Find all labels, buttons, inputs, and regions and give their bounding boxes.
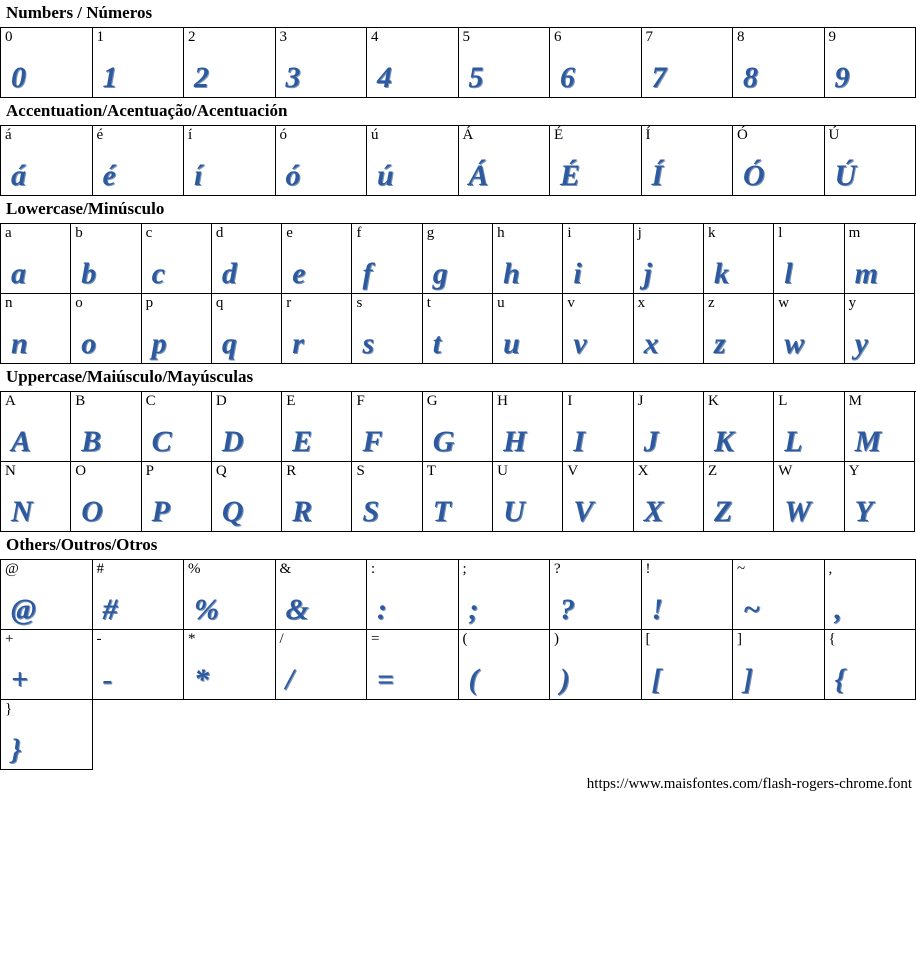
glyph-cell xyxy=(733,560,825,630)
glyph-sample: ] xyxy=(743,663,752,696)
glyph-label: a xyxy=(5,225,12,241)
glyph-label: S xyxy=(356,463,365,479)
glyph-sample: - xyxy=(102,663,112,696)
glyph-label: g xyxy=(426,225,435,241)
glyph-label: G xyxy=(426,393,438,409)
glyph-cell xyxy=(423,294,493,364)
glyph-cell xyxy=(1,560,93,630)
glyph-sample: a xyxy=(11,257,25,290)
glyph-label: ! xyxy=(645,561,651,577)
glyph-sample: f xyxy=(362,257,372,290)
glyph-cell xyxy=(563,224,633,294)
glyph-cell xyxy=(276,630,368,700)
glyph-label: / xyxy=(279,631,284,647)
glyph-sample: Á xyxy=(468,159,488,192)
glyph-label: F xyxy=(356,393,365,409)
glyph-cell xyxy=(634,462,704,532)
glyph-sample: i xyxy=(573,257,581,290)
glyph-label: 7 xyxy=(645,29,653,45)
glyph-cell xyxy=(1,700,93,770)
glyph-cell xyxy=(563,294,633,364)
glyph-sample: t xyxy=(432,327,441,360)
glyph-sample: b xyxy=(81,257,96,290)
glyph-label: y xyxy=(848,295,857,311)
glyph-sample: D xyxy=(221,425,243,458)
glyph-label: z xyxy=(707,295,715,311)
glyph-label: f xyxy=(356,225,362,241)
glyph-cell xyxy=(276,560,368,630)
glyph-cell xyxy=(142,294,212,364)
glyph-sample: S xyxy=(362,495,379,528)
glyph-sample: n xyxy=(11,327,27,360)
glyph-cell xyxy=(704,294,774,364)
glyph-sample: ; xyxy=(468,593,478,626)
glyph-sample: É xyxy=(560,159,580,192)
glyph-sample: Q xyxy=(221,495,243,528)
glyph-cell xyxy=(1,462,71,532)
glyph-sample: F xyxy=(362,425,382,458)
glyph-label: i xyxy=(567,225,572,241)
glyph-cell xyxy=(642,560,734,630)
glyph-sample: @ xyxy=(11,593,35,626)
glyph-cell xyxy=(1,126,93,196)
glyph-label: ~ xyxy=(737,561,746,577)
glyph-cell xyxy=(142,392,212,462)
glyph-cell xyxy=(634,224,704,294)
glyph-label: R xyxy=(286,463,297,479)
glyph-cell xyxy=(423,392,493,462)
glyph-label: @ xyxy=(5,561,19,577)
glyph-label: P xyxy=(145,463,154,479)
glyph-sample: j xyxy=(643,257,652,290)
glyph-sample: G xyxy=(432,425,454,458)
glyph-cell xyxy=(774,462,844,532)
glyph-label: x xyxy=(637,295,646,311)
glyph-cell xyxy=(352,392,422,462)
glyph-sample: U xyxy=(503,495,524,528)
glyph-label: h xyxy=(497,225,505,241)
glyph-cell xyxy=(71,392,141,462)
glyph-label: r xyxy=(286,295,292,311)
glyph-label: l xyxy=(778,225,783,241)
glyph-sample: m xyxy=(854,257,877,290)
glyph-sample: Z xyxy=(713,495,732,528)
glyph-cell xyxy=(93,28,185,98)
glyph-cell xyxy=(459,630,551,700)
glyph-label: t xyxy=(426,295,431,311)
glyph-label: 1 xyxy=(96,29,104,45)
glyph-sample: R xyxy=(292,495,312,528)
glyph-sample: 0 xyxy=(11,61,25,94)
glyph-sample: ( xyxy=(468,663,478,696)
glyph-cell xyxy=(367,630,459,700)
glyph-sample: é xyxy=(102,159,115,192)
glyph-sample: r xyxy=(292,327,303,360)
glyph-cell xyxy=(845,224,915,294)
glyph-sample: 1 xyxy=(102,61,117,94)
glyph-sample: # xyxy=(102,593,117,626)
glyph-label: o xyxy=(75,295,83,311)
glyph-label: O xyxy=(75,463,87,479)
glyph-sample: O xyxy=(81,495,102,528)
glyph-sample: / xyxy=(285,663,293,696)
glyph-cell xyxy=(774,392,844,462)
glyph-sample: ó xyxy=(285,159,300,192)
glyph-sample: í xyxy=(194,159,202,192)
glyph-label: Z xyxy=(707,463,718,479)
glyph-sample: c xyxy=(151,257,164,290)
glyph-label: % xyxy=(188,561,201,577)
glyph-sample: Í xyxy=(651,159,663,192)
glyph-sample: H xyxy=(503,425,526,458)
glyph-label: n xyxy=(5,295,13,311)
glyph-label: I xyxy=(567,393,573,409)
glyph-cell xyxy=(276,28,368,98)
glyph-label: M xyxy=(848,393,862,409)
glyph-label: Q xyxy=(215,463,227,479)
glyph-cell xyxy=(550,630,642,700)
glyph-cell xyxy=(1,392,71,462)
glyph-cell xyxy=(825,560,916,630)
glyph-cell xyxy=(352,224,422,294)
glyph-sample: P xyxy=(151,495,169,528)
glyph-label: e xyxy=(286,225,293,241)
glyph-label: 8 xyxy=(737,29,745,45)
glyph-label: # xyxy=(96,561,104,577)
glyph-sample: V xyxy=(573,495,593,528)
glyph-cell xyxy=(71,294,141,364)
glyph-label: B xyxy=(75,393,86,409)
glyph-sample: y xyxy=(854,327,867,360)
glyph-cell xyxy=(1,224,71,294)
glyph-cell xyxy=(276,126,368,196)
glyph-label: = xyxy=(371,631,380,647)
glyph-label: d xyxy=(215,225,224,241)
glyph-cell xyxy=(93,630,185,700)
glyph-label: E xyxy=(286,393,296,409)
glyph-sample: 9 xyxy=(834,61,849,94)
glyph-sample: ) xyxy=(560,663,569,696)
glyph-cell xyxy=(642,28,734,98)
glyph-cell xyxy=(212,224,282,294)
glyph-sample: ~ xyxy=(743,593,760,626)
glyph-cell xyxy=(550,28,642,98)
glyph-cell xyxy=(563,462,633,532)
glyph-sample: Ú xyxy=(834,159,856,192)
glyph-label: ( xyxy=(462,631,468,647)
glyph-label: T xyxy=(426,463,436,479)
glyph-label: s xyxy=(356,295,363,311)
glyph-cell xyxy=(774,294,844,364)
glyph-sample: B xyxy=(81,425,101,458)
glyph-label: ú xyxy=(371,127,379,143)
glyph-sample: M xyxy=(854,425,881,458)
glyph-cell xyxy=(634,392,704,462)
glyph-cell xyxy=(93,126,185,196)
section-title: Numbers / Números xyxy=(6,3,153,22)
glyph-label: q xyxy=(215,295,224,311)
glyph-label: J xyxy=(637,393,644,409)
glyph-label: ] xyxy=(737,631,742,647)
glyph-cell xyxy=(634,294,704,364)
glyph-label: í xyxy=(188,127,193,143)
glyph-label: é xyxy=(96,127,104,143)
glyph-cell xyxy=(845,294,915,364)
glyph-cell xyxy=(845,462,915,532)
glyph-grid xyxy=(0,391,916,532)
glyph-label: W xyxy=(778,463,793,479)
glyph-sample: } xyxy=(11,733,21,766)
glyph-cell xyxy=(142,462,212,532)
glyph-label: Ó xyxy=(737,127,748,143)
glyph-sample: K xyxy=(713,425,733,458)
glyph-label: É xyxy=(554,127,564,143)
glyph-sample: E xyxy=(292,425,312,458)
glyph-sample: N xyxy=(11,495,32,528)
glyph-label: p xyxy=(145,295,154,311)
glyph-sample: ? xyxy=(560,593,574,626)
glyph-cell xyxy=(367,28,459,98)
glyph-cell xyxy=(367,126,459,196)
glyph-cell xyxy=(704,392,774,462)
glyph-label: b xyxy=(75,225,83,241)
glyph-label: H xyxy=(497,393,508,409)
glyph-sample: 8 xyxy=(743,61,757,94)
glyph-sample: á xyxy=(11,159,25,192)
glyph-sample: Y xyxy=(854,495,872,528)
glyph-sample: k xyxy=(713,257,728,290)
section-title: Accentuation/Acentuação/Acentuación xyxy=(6,101,288,120)
glyph-cell xyxy=(774,224,844,294)
glyph-sample: d xyxy=(221,257,236,290)
glyph-sample: C xyxy=(151,425,171,458)
glyph-cell xyxy=(71,224,141,294)
glyph-sample: A xyxy=(11,425,31,458)
glyph-sample: 7 xyxy=(651,61,666,94)
glyph-sample: 2 xyxy=(194,61,208,94)
glyph-label: 3 xyxy=(279,29,287,45)
glyph-sample: + xyxy=(11,663,28,696)
glyph-cell xyxy=(493,392,563,462)
glyph-cell xyxy=(642,126,734,196)
glyph-label: 5 xyxy=(462,29,470,45)
glyph-cell xyxy=(184,126,276,196)
glyph-sample: h xyxy=(503,257,519,290)
glyph-sample: 6 xyxy=(560,61,574,94)
glyph-cell xyxy=(212,294,282,364)
glyph-sample: p xyxy=(151,327,166,360)
glyph-cell xyxy=(282,392,352,462)
glyph-label: A xyxy=(5,393,16,409)
glyph-label: * xyxy=(188,631,196,647)
glyph-sample: , xyxy=(834,593,841,626)
glyph-label: X xyxy=(637,463,649,479)
glyph-cell xyxy=(423,224,493,294)
glyph-cell xyxy=(367,560,459,630)
glyph-label: & xyxy=(279,561,292,577)
glyph-cell xyxy=(459,126,551,196)
glyph-sample: T xyxy=(432,495,451,528)
glyph-grid xyxy=(0,27,916,98)
glyph-label: - xyxy=(96,631,102,647)
glyph-sample: * xyxy=(194,663,208,696)
glyph-cell xyxy=(1,630,93,700)
glyph-cell xyxy=(550,126,642,196)
glyph-sample: : xyxy=(377,593,386,626)
glyph-sample: w xyxy=(784,327,804,360)
glyph-label: V xyxy=(567,463,579,479)
glyph-label: w xyxy=(778,295,790,311)
glyph-cell xyxy=(563,392,633,462)
glyph-cell xyxy=(93,560,185,630)
glyph-label: 4 xyxy=(371,29,379,45)
glyph-cell xyxy=(352,462,422,532)
glyph-label: D xyxy=(215,393,227,409)
glyph-label: 6 xyxy=(554,29,562,45)
glyph-sample: l xyxy=(784,257,792,290)
glyph-sample: W xyxy=(784,495,810,528)
glyph-sample: I xyxy=(573,425,585,458)
glyph-label: } xyxy=(5,701,13,717)
glyph-sample: q xyxy=(221,327,236,360)
glyph-cell xyxy=(825,126,916,196)
glyph-cell xyxy=(845,392,915,462)
glyph-sample: 3 xyxy=(285,61,300,94)
glyph-label: 9 xyxy=(828,29,836,45)
glyph-sample: g xyxy=(432,257,447,290)
glyph-cell xyxy=(184,28,276,98)
glyph-cell xyxy=(282,462,352,532)
section-title: Lowercase/Minúsculo xyxy=(6,199,165,218)
glyph-cell xyxy=(733,630,825,700)
glyph-sample: 5 xyxy=(468,61,483,94)
glyph-label: Ú xyxy=(828,127,840,143)
glyph-cell xyxy=(825,630,916,700)
glyph-label: m xyxy=(848,225,861,241)
glyph-label: ) xyxy=(554,631,559,647)
glyph-label: Á xyxy=(462,127,474,143)
glyph-cell xyxy=(71,462,141,532)
glyph-cell xyxy=(212,462,282,532)
glyph-label: ? xyxy=(554,561,561,577)
glyph-cell xyxy=(459,28,551,98)
glyph-sample: e xyxy=(292,257,305,290)
glyph-label: K xyxy=(707,393,719,409)
glyph-sample: J xyxy=(643,425,658,458)
glyph-label: 2 xyxy=(188,29,196,45)
glyph-sample: x xyxy=(643,327,658,360)
source-url[interactable]: https://www.maisfontes.com/flash-rogers-chrome.font xyxy=(586,776,912,792)
glyph-label: ; xyxy=(462,561,467,577)
glyph-label: á xyxy=(5,127,12,143)
glyph-cell xyxy=(282,294,352,364)
glyph-label: j xyxy=(637,225,642,241)
glyph-label: Y xyxy=(848,463,860,479)
glyph-sample: { xyxy=(834,663,844,696)
glyph-cell xyxy=(493,224,563,294)
glyph-cell xyxy=(825,28,916,98)
glyph-cell xyxy=(282,224,352,294)
glyph-label: : xyxy=(371,561,376,577)
glyph-label: Í xyxy=(645,127,651,143)
glyph-label: L xyxy=(778,393,788,409)
glyph-sample: u xyxy=(503,327,519,360)
glyph-cell xyxy=(493,462,563,532)
glyph-sample: v xyxy=(573,327,586,360)
glyph-label: v xyxy=(567,295,575,311)
glyph-sample: ú xyxy=(377,159,393,192)
glyph-cell xyxy=(642,630,734,700)
glyph-cell xyxy=(423,462,493,532)
glyph-sample: Ó xyxy=(743,159,764,192)
glyph-cell xyxy=(184,560,276,630)
glyph-cell xyxy=(493,294,563,364)
glyph-cell xyxy=(142,224,212,294)
glyph-label: , xyxy=(828,561,833,577)
glyph-sample: ! xyxy=(651,593,663,626)
glyph-grid xyxy=(0,223,916,364)
glyph-sample: o xyxy=(81,327,96,360)
glyph-cell xyxy=(1,294,71,364)
glyph-label: [ xyxy=(645,631,651,647)
glyph-grid xyxy=(0,559,916,770)
glyph-label: + xyxy=(5,631,14,647)
glyph-sample: [ xyxy=(651,663,661,696)
glyph-label: u xyxy=(497,295,505,311)
glyph-label: C xyxy=(145,393,156,409)
glyph-sample: X xyxy=(643,495,663,528)
glyph-label: N xyxy=(5,463,16,479)
glyph-grid xyxy=(0,125,916,196)
glyph-label: ó xyxy=(279,127,287,143)
glyph-label: k xyxy=(707,225,716,241)
section-title: Others/Outros/Otros xyxy=(6,535,158,554)
glyph-cell xyxy=(733,126,825,196)
glyph-cell xyxy=(704,224,774,294)
glyph-label: { xyxy=(828,631,836,647)
glyph-sample: s xyxy=(362,327,374,360)
glyph-sample: % xyxy=(194,593,218,626)
glyph-cell xyxy=(352,294,422,364)
glyph-cell xyxy=(212,392,282,462)
glyph-sample: 4 xyxy=(377,61,391,94)
glyph-sample: = xyxy=(377,663,394,696)
glyph-label: U xyxy=(497,463,508,479)
glyph-sample: z xyxy=(713,327,725,360)
glyph-label: 0 xyxy=(5,29,13,45)
glyph-cell xyxy=(704,462,774,532)
glyph-cell xyxy=(459,560,551,630)
section-title: Uppercase/Maiúsculo/Mayúsculas xyxy=(6,367,254,386)
glyph-cell xyxy=(184,630,276,700)
glyph-sample: L xyxy=(784,425,802,458)
glyph-sample: & xyxy=(285,593,308,626)
glyph-cell xyxy=(733,28,825,98)
glyph-cell xyxy=(550,560,642,630)
glyph-label: c xyxy=(145,225,153,241)
glyph-cell xyxy=(1,28,93,98)
